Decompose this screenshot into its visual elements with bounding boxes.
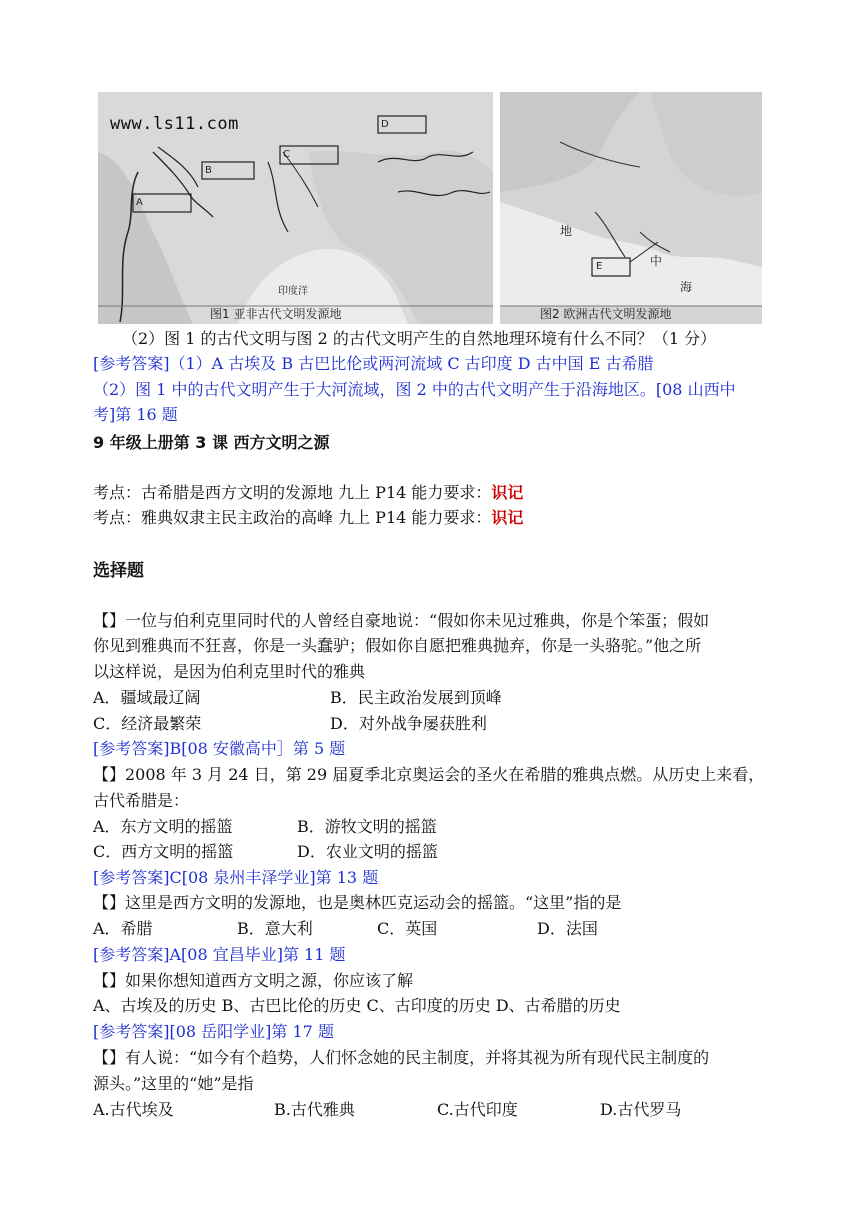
map-figures (98, 92, 762, 324)
q5-option-d: D.古代罗马 (600, 1100, 682, 1119)
q1-answer: [参考答案]B[08 安徽高中］第 5 题 (93, 739, 346, 758)
figure2-caption: 图2 欧洲古代文明发源地 (540, 307, 672, 321)
exam-point-2-text: 考点：雅典奴隶主民主政治的高峰 九上 P14 能力要求： (93, 508, 492, 527)
q2-option-c: C．西方文明的摇篮 (93, 842, 234, 861)
lesson-title: 9 年级上册第 3 课 西方文明之源 (93, 433, 330, 452)
figure1-caption: 图1 亚非古代文明发源地 (210, 307, 342, 321)
q2-line-1: 【】2008 年 3 月 24 日，第 29 届夏季北京奥运会的圣火在希腊的雅典点燃。从历史上来看， (93, 765, 765, 784)
q2-option-d: D．农业文明的摇篮 (297, 842, 438, 861)
reference-answer-2: （2）图 1 中的古代文明产生于大河流域，图 2 中的古代文明产生于沿海地区。[08 山西中 (93, 380, 736, 399)
q1-option-c: C．经济最繁荣 (93, 714, 202, 733)
q1-line-2: 你见到雅典而不狂喜，你是一头蠢驴；假如你自愿把雅典抛弃，你是一头骆驼。”他之所 (93, 636, 702, 655)
q5-line-1: 【】有人说：“如今有个趋势，人们怀念她的民主制度，并将其视为所有现代民主制度的 (93, 1048, 710, 1067)
map-box-label-d: D (381, 119, 389, 130)
watermark-text: www.ls11.com (110, 114, 239, 134)
q2-answer: [参考答案]C[08 泉州丰泽学业]第 13 题 (93, 868, 379, 887)
map-sea-label: 印度洋 (278, 286, 308, 297)
q3-answer: [参考答案]A[08 宜昌毕业]第 11 题 (93, 945, 346, 964)
q5-line-2: 源头。”这里的“她”是指 (93, 1074, 254, 1093)
reference-answer-2-cont: 考]第 16 题 (93, 405, 178, 424)
q1-line-3: 以这样说，是因为伯利克里时代的雅典 (93, 662, 366, 681)
q4-answer: [参考答案][08 岳阳学业]第 17 题 (93, 1022, 334, 1041)
q2-option-b: B．游牧文明的摇篮 (297, 817, 437, 836)
section-title: 选择题 (93, 561, 144, 581)
map-box-label-c: C (283, 149, 290, 160)
map-sea-char-1: 地 (560, 224, 573, 238)
q5-option-b: B.古代雅典 (274, 1100, 355, 1119)
q2-option-a: A．东方文明的摇篮 (93, 817, 233, 836)
q1-option-a: A．疆域最辽阔 (93, 688, 201, 707)
q4-line-1: 【】如果你想知道西方文明之源，你应该了解 (93, 971, 414, 990)
exam-point-2 (93, 508, 523, 528)
map-european-civilizations (500, 92, 762, 324)
q3-option-d: D．法国 (537, 919, 598, 938)
map-afro-asian-civilizations (98, 92, 493, 324)
q3-option-c: C．英国 (377, 919, 438, 938)
q2-line-2: 古代希腊是： (93, 791, 190, 810)
q5-option-a: A.古代埃及 (93, 1100, 174, 1119)
map-sea-char-3: 海 (680, 280, 693, 294)
exam-point-1 (93, 483, 523, 503)
q1-option-b: B．民主政治发展到顶峰 (330, 688, 502, 707)
exam-point-1-level: 识记 (491, 483, 524, 502)
map-sea-char-2: 中 (650, 254, 663, 268)
question-part-2: （2）图 1 的古代文明与图 2 的古代文明产生的自然地理环境有什么不同？（1 分） (122, 329, 717, 348)
q3-option-b: B．意大利 (237, 919, 313, 938)
map-box-label-b: B (205, 165, 212, 176)
exam-point-1-text: 考点：古希腊是西方文明的发源地 九上 P14 能力要求： (93, 483, 492, 502)
q1-option-d: D．对外战争屡获胜利 (330, 714, 487, 733)
exam-point-2-level: 识记 (491, 508, 524, 527)
q4-options: A、古埃及的历史 B、古巴比伦的历史 C、古印度的历史 D、古希腊的历史 (93, 996, 621, 1015)
q1-line-1: 【】一位与伯利克里同时代的人曾经自豪地说：“假如你未见过雅典，你是个笨蛋；假如 (93, 611, 710, 630)
q3-line-1: 【】这里是西方文明的发源地，也是奥林匹克运动会的摇篮。“这里”指的是 (93, 893, 622, 912)
q5-option-c: C.古代印度 (437, 1100, 518, 1119)
map-box-label-e: E (596, 261, 603, 272)
reference-answer-1: [参考答案]（1）A 古埃及 B 古巴比伦或两河流域 C 古印度 D 古中国 E 古希腊 (93, 354, 654, 373)
map-box-label-a: A (136, 197, 143, 208)
map2-drawing (500, 92, 762, 324)
q3-option-a: A．希腊 (93, 919, 153, 938)
